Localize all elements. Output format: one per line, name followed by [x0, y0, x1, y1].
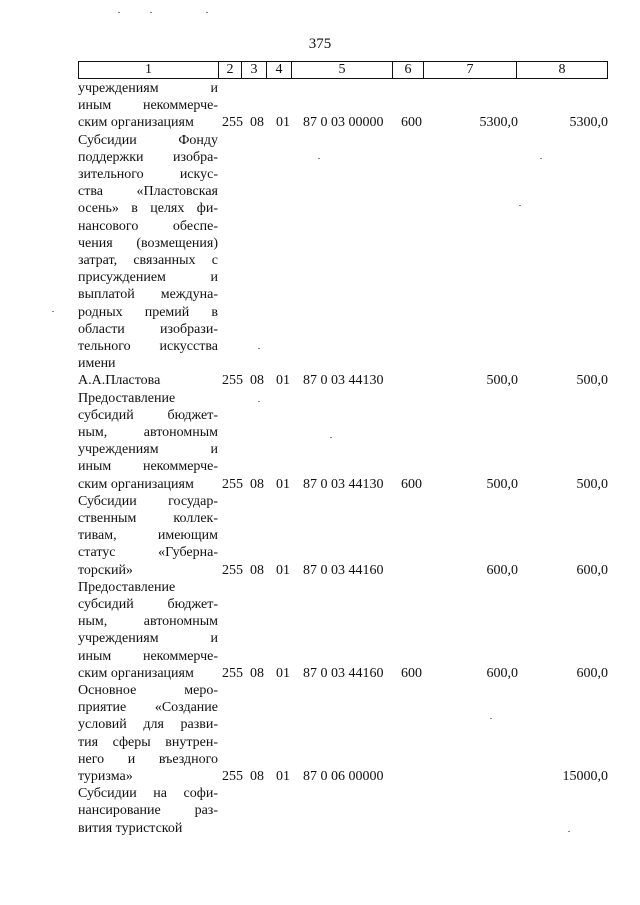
description-line: учреждениям и	[78, 81, 218, 96]
row-c8-value: 500,0	[576, 373, 608, 389]
description-line: Субсидии Фонду	[78, 132, 218, 148]
row-c4-value: 01	[276, 476, 290, 492]
row-c8-value: 5300,0	[569, 115, 608, 131]
description-line: Субсидии на софи-	[78, 786, 218, 802]
description-line: поддержки изобра-	[78, 149, 218, 165]
row-description	[78, 785, 218, 837]
row-c2-value: 255	[222, 562, 243, 578]
description-line: выплатой междуна-	[78, 287, 218, 303]
description-line: приятие «Создание	[78, 700, 218, 716]
description-line: ственным коллек-	[78, 511, 218, 526]
row-c5-value: 87 0 03 44130	[303, 373, 384, 389]
description-line: тельного искусства	[78, 339, 218, 355]
row-c2-value: 255	[222, 769, 243, 784]
row-c7-value: 500,0	[486, 373, 518, 389]
row-c4-value: 01	[276, 769, 290, 784]
row-c5-value: 87 0 03 44160	[303, 562, 384, 578]
row-description	[78, 579, 218, 682]
description-line: зительного искус-	[78, 167, 218, 182]
description-line: ским организациям	[78, 665, 194, 681]
header-col-6: 6	[393, 62, 424, 79]
row-c8-value: 15000,0	[562, 769, 608, 784]
row-c3-value: 08	[250, 373, 264, 389]
row-c4-value: 01	[276, 115, 290, 131]
row-c2-value: 255	[222, 115, 243, 131]
row-description	[78, 493, 218, 579]
description-line: осень» в целях фи-	[78, 201, 218, 217]
description-line: Предоставление	[78, 579, 176, 595]
header-col-3: 3	[242, 62, 267, 79]
description-line: учреждениям и	[78, 631, 218, 647]
row-c4-value: 01	[276, 373, 290, 389]
description-line: ным, автономным	[78, 425, 218, 440]
description-line: имени	[78, 356, 116, 372]
row-c7-value: 5300,0	[479, 115, 518, 131]
row-c5-value: 87 0 03 44160	[303, 665, 384, 681]
description-line: торский»	[78, 562, 133, 578]
description-line: ским организациям	[78, 476, 194, 492]
description-line: Предоставление	[78, 390, 176, 406]
header-col-7: 7	[424, 62, 517, 79]
page-number: 375	[308, 36, 332, 52]
header-col-2: 2	[219, 62, 242, 79]
header-col-5: 5	[292, 62, 393, 79]
description-line: затрат, связанных с	[78, 253, 218, 269]
header-col-1: 1	[79, 62, 219, 79]
description-line: иным некоммерче-	[78, 98, 218, 114]
description-line: Субсидии государ-	[78, 493, 218, 509]
description-line: присуждением и	[78, 270, 218, 286]
description-line: статус «Губерна-	[78, 545, 218, 561]
row-c7-value: 600,0	[486, 562, 518, 578]
header-col-8: 8	[517, 62, 608, 79]
row-c5-value: 87 0 03 00000	[303, 115, 384, 131]
description-line: тия сферы внутрен-	[78, 734, 218, 750]
description-line: иным некоммерче-	[78, 648, 218, 664]
row-c4-value: 01	[276, 665, 290, 681]
description-line: условий для разви-	[78, 717, 218, 733]
row-description	[78, 682, 218, 785]
description-line: области изобрази-	[78, 321, 218, 337]
row-c8-value: 600,0	[576, 562, 608, 578]
row-c3-value: 08	[250, 562, 264, 578]
row-c7-value: 600,0	[486, 665, 518, 681]
description-line: нансового обеспе-	[78, 218, 218, 234]
row-c3-value: 08	[250, 665, 264, 681]
description-line: нансирование раз-	[78, 803, 218, 819]
description-line: субсидий бюджет-	[78, 597, 218, 612]
description-line: него и въездного	[78, 751, 218, 767]
description-line: Основное меро-	[78, 683, 218, 698]
column-header-row	[78, 61, 608, 79]
description-line: учреждениям и	[78, 442, 218, 458]
description-line: ным, автономным	[78, 614, 218, 630]
description-line: туризма»	[78, 769, 133, 785]
description-line: чения (возмещения)	[78, 235, 218, 251]
row-c8-value: 500,0	[576, 476, 608, 492]
row-c5-value: 87 0 06 00000	[303, 769, 384, 784]
row-description	[78, 390, 218, 493]
row-c8-value: 600,0	[576, 665, 608, 681]
row-c6-value: 600	[401, 665, 422, 681]
description-line: субсидий бюджет-	[78, 407, 218, 423]
row-description	[78, 132, 218, 390]
description-line: вития туристской	[78, 820, 183, 836]
row-c6-value: 600	[401, 115, 422, 131]
row-c4-value: 01	[276, 562, 290, 578]
header-col-4: 4	[267, 62, 292, 79]
row-c2-value: 255	[222, 373, 243, 389]
row-c3-value: 08	[250, 115, 264, 131]
row-c7-value: 500,0	[486, 476, 518, 492]
row-c6-value: 600	[401, 476, 422, 492]
description-line: иным некоммерче-	[78, 459, 218, 475]
description-line: тивам, имеющим	[78, 528, 218, 544]
description-line: ства «Пластовская	[78, 184, 218, 200]
row-c2-value: 255	[222, 476, 243, 492]
description-line: ским организациям	[78, 115, 194, 131]
description-line: А.А.Пластова	[78, 373, 161, 389]
description-line: родных премий в	[78, 304, 218, 320]
row-c2-value: 255	[222, 665, 243, 681]
row-c5-value: 87 0 03 44130	[303, 476, 384, 492]
row-description	[78, 80, 218, 132]
row-c3-value: 08	[250, 476, 264, 492]
row-c3-value: 08	[250, 769, 264, 784]
